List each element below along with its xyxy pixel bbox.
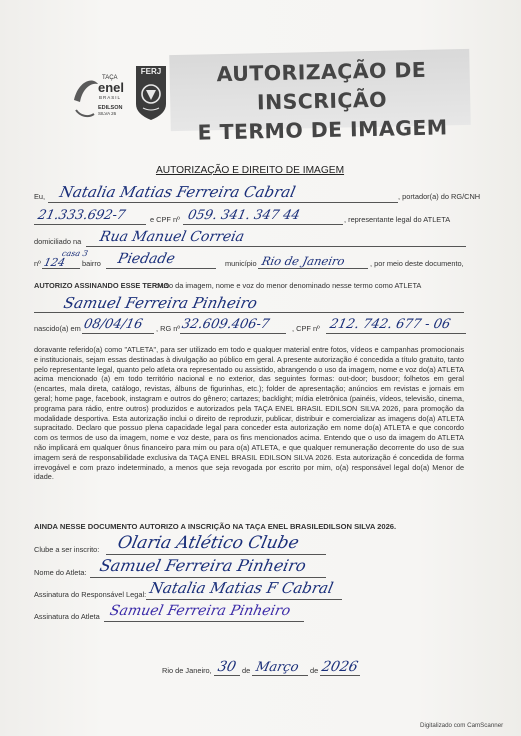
municipio-label: município [225,259,257,268]
inscricao-heading: AINDA NESSE DOCUMENTO AUTORIZO A INSCRIÇÃO NA TAÇA ENEL BRASILEDILSON SILVA 2026. [34,522,397,531]
assinatura-resp-label: Assinatura do Responsável Legal: [34,590,147,599]
rg2-value: 32.609.406-7 [180,317,271,332]
mes-value: Março [254,660,300,675]
nascido-value: 08/04/16 [82,317,144,332]
atleta-nome-value: Samuel Ferreira Pinheiro [62,294,259,312]
n-label: nº [34,259,41,268]
assinatura-resp-line [146,599,342,600]
eu-line [48,202,398,203]
cpf2-label: , CPF nº [292,324,320,333]
rg-value: 21.333.692-7 [36,208,127,223]
de2-label: de [310,666,319,675]
dia-value: 30 [216,659,238,675]
atleta-nome-line [34,312,464,313]
representante-label: , representante legal do ATLETA [344,215,451,224]
camscanner-watermark: Digitalizado com CamScanner [420,722,504,729]
cpf-line [183,224,343,225]
rua-value: Rua Manuel Correia [98,229,246,245]
autorizo-label: AUTORIZO ASSINANDO ESSE TERMO [34,281,170,290]
nascido-line [82,333,154,334]
body-paragraph: doravante referido(a) como "ATLETA", para ser utilizado em todo e qualquer material entre fotos, vídeos e campanhas promocionais e institucionais, sejam essas destinadas à divulgação ao público em geral. A presente autorização é concedida a título gratuito, tanto pelo representante legal, quanto pelo atleta ora representado ou assistido, abrangendo o uso da imagem, nome e voz do(a) ATLETA acima mencionado (a) em todo território nacional e no exterior, das seguintes formas: out-door; busdoor; folhetos em geral (encartes, mala direta, catálogo, revistas, álbuns de figurinhas, etc.); folder de apresentação; anúncios em revistas e jornais em geral; home page, facebook, instagram e outros do gênero; cartazes; backlight; mídia eletrônica (painéis, vídeos, televisão, cinema, programa para rádio, entre outros) produzidos e autorizados pela TAÇA ENEL BRASIL EDILSON SILVA 2026, para promoção da modalidade desportiva. Esta autorização inclui o direito de reproduzir, publicar, distribuir e comercializar as imagens do(a) ATLETA supracitado. Declaro que possuo plena capacidade legal para conceder esta autorização em nome do(a) ATLETA e que concordo com os termos de uso da imagem, nome e voz deste, para os fins mencionados acima. Entendo que o uso da imagem do ATLETA não implicará em qualquer ônus financeiro para mim ou para o(a) ATLETA, e que qualquer remuneração decorrente do uso de sua imagem será de responsabilidade exclusiva da TAÇA ENEL BRASIL EDILSON SILVA 2026. Esta autorização é concedida de forma irrevogável e com prazo indeterminado, a menos que seja revogada por escrito por mim, o(a) responsável legal do(a) Menor de idade. [34,345,464,482]
assinatura-atleta-value: Samuel Ferreira Pinheiro [108,603,292,619]
clube-label: Clube a ser inscrito: [34,545,100,554]
municipio-line [258,268,368,269]
ferj-text: FERJ [140,67,162,76]
dia-line [214,675,240,676]
brasil-text: BRASIL [99,95,122,100]
nome-atleta-line [90,577,326,578]
clube-line [106,554,326,555]
rg2-line [180,333,286,334]
taca-text: TAÇA [102,75,118,81]
n-value: 124 [42,256,67,269]
rg2-label: , RG nº [156,324,181,333]
cpf2-line [326,333,466,334]
nascido-label: nascido(a) em [34,324,81,333]
cpf-value: 059. 341. 347 44 [186,208,302,223]
cpf-label: e CPF nº [150,215,180,224]
autorizo-rest: o uso da imagem, nome e voz do menor denominado nesse termo como ATLETA [155,281,422,290]
eu-value: Natalia Matias Ferreira Cabral [58,183,298,201]
eu-label: Eu, [34,192,46,201]
ano-value: 2026 [320,659,360,675]
banner-title: AUTORIZAÇÃO DE INSCRIÇÃO E TERMO DE IMAGEM [197,57,448,145]
de1-label: de [242,666,251,675]
domiciliado-label: domiciliado na [34,237,82,246]
documento-label: , por meio deste documento, [370,259,464,268]
bairro-label: bairro [82,259,101,268]
assinatura-atleta-line [104,621,304,622]
nome-atleta-label: Nome do Atleta: [34,568,87,577]
silva-text: SILVA 26 [98,111,117,116]
bairro-line [106,268,216,269]
assinatura-resp-value: Natalia Matias F Cabral [148,579,335,597]
edilson-text: EDILSON [98,105,123,111]
taca-enel-logo [68,70,134,122]
clube-value: Olaria Atlético Clube [115,533,301,553]
ferj-logo [134,64,168,122]
mes-line [252,675,308,676]
rio-label: Rio de Janeiro, [162,666,212,675]
rg-line [34,224,146,225]
bairro-value: Piedade [116,251,177,267]
portador-label: , portador(a) do RG/CNH [398,192,481,201]
assinatura-atleta-label: Assinatura do Atleta [34,612,100,621]
rua-line [86,246,466,247]
nome-atleta-value: Samuel Ferreira Pinheiro [97,556,308,575]
section-title: AUTORIZAÇÃO E DIREITO DE IMAGEM [155,165,345,176]
ano-line [320,675,360,676]
municipio-value: Rio de Janeiro [260,254,347,268]
casa-value: casa 3 [61,249,89,258]
enel-text: enel [98,80,125,95]
cpf2-value: 212. 742. 677 - 06 [328,317,452,332]
